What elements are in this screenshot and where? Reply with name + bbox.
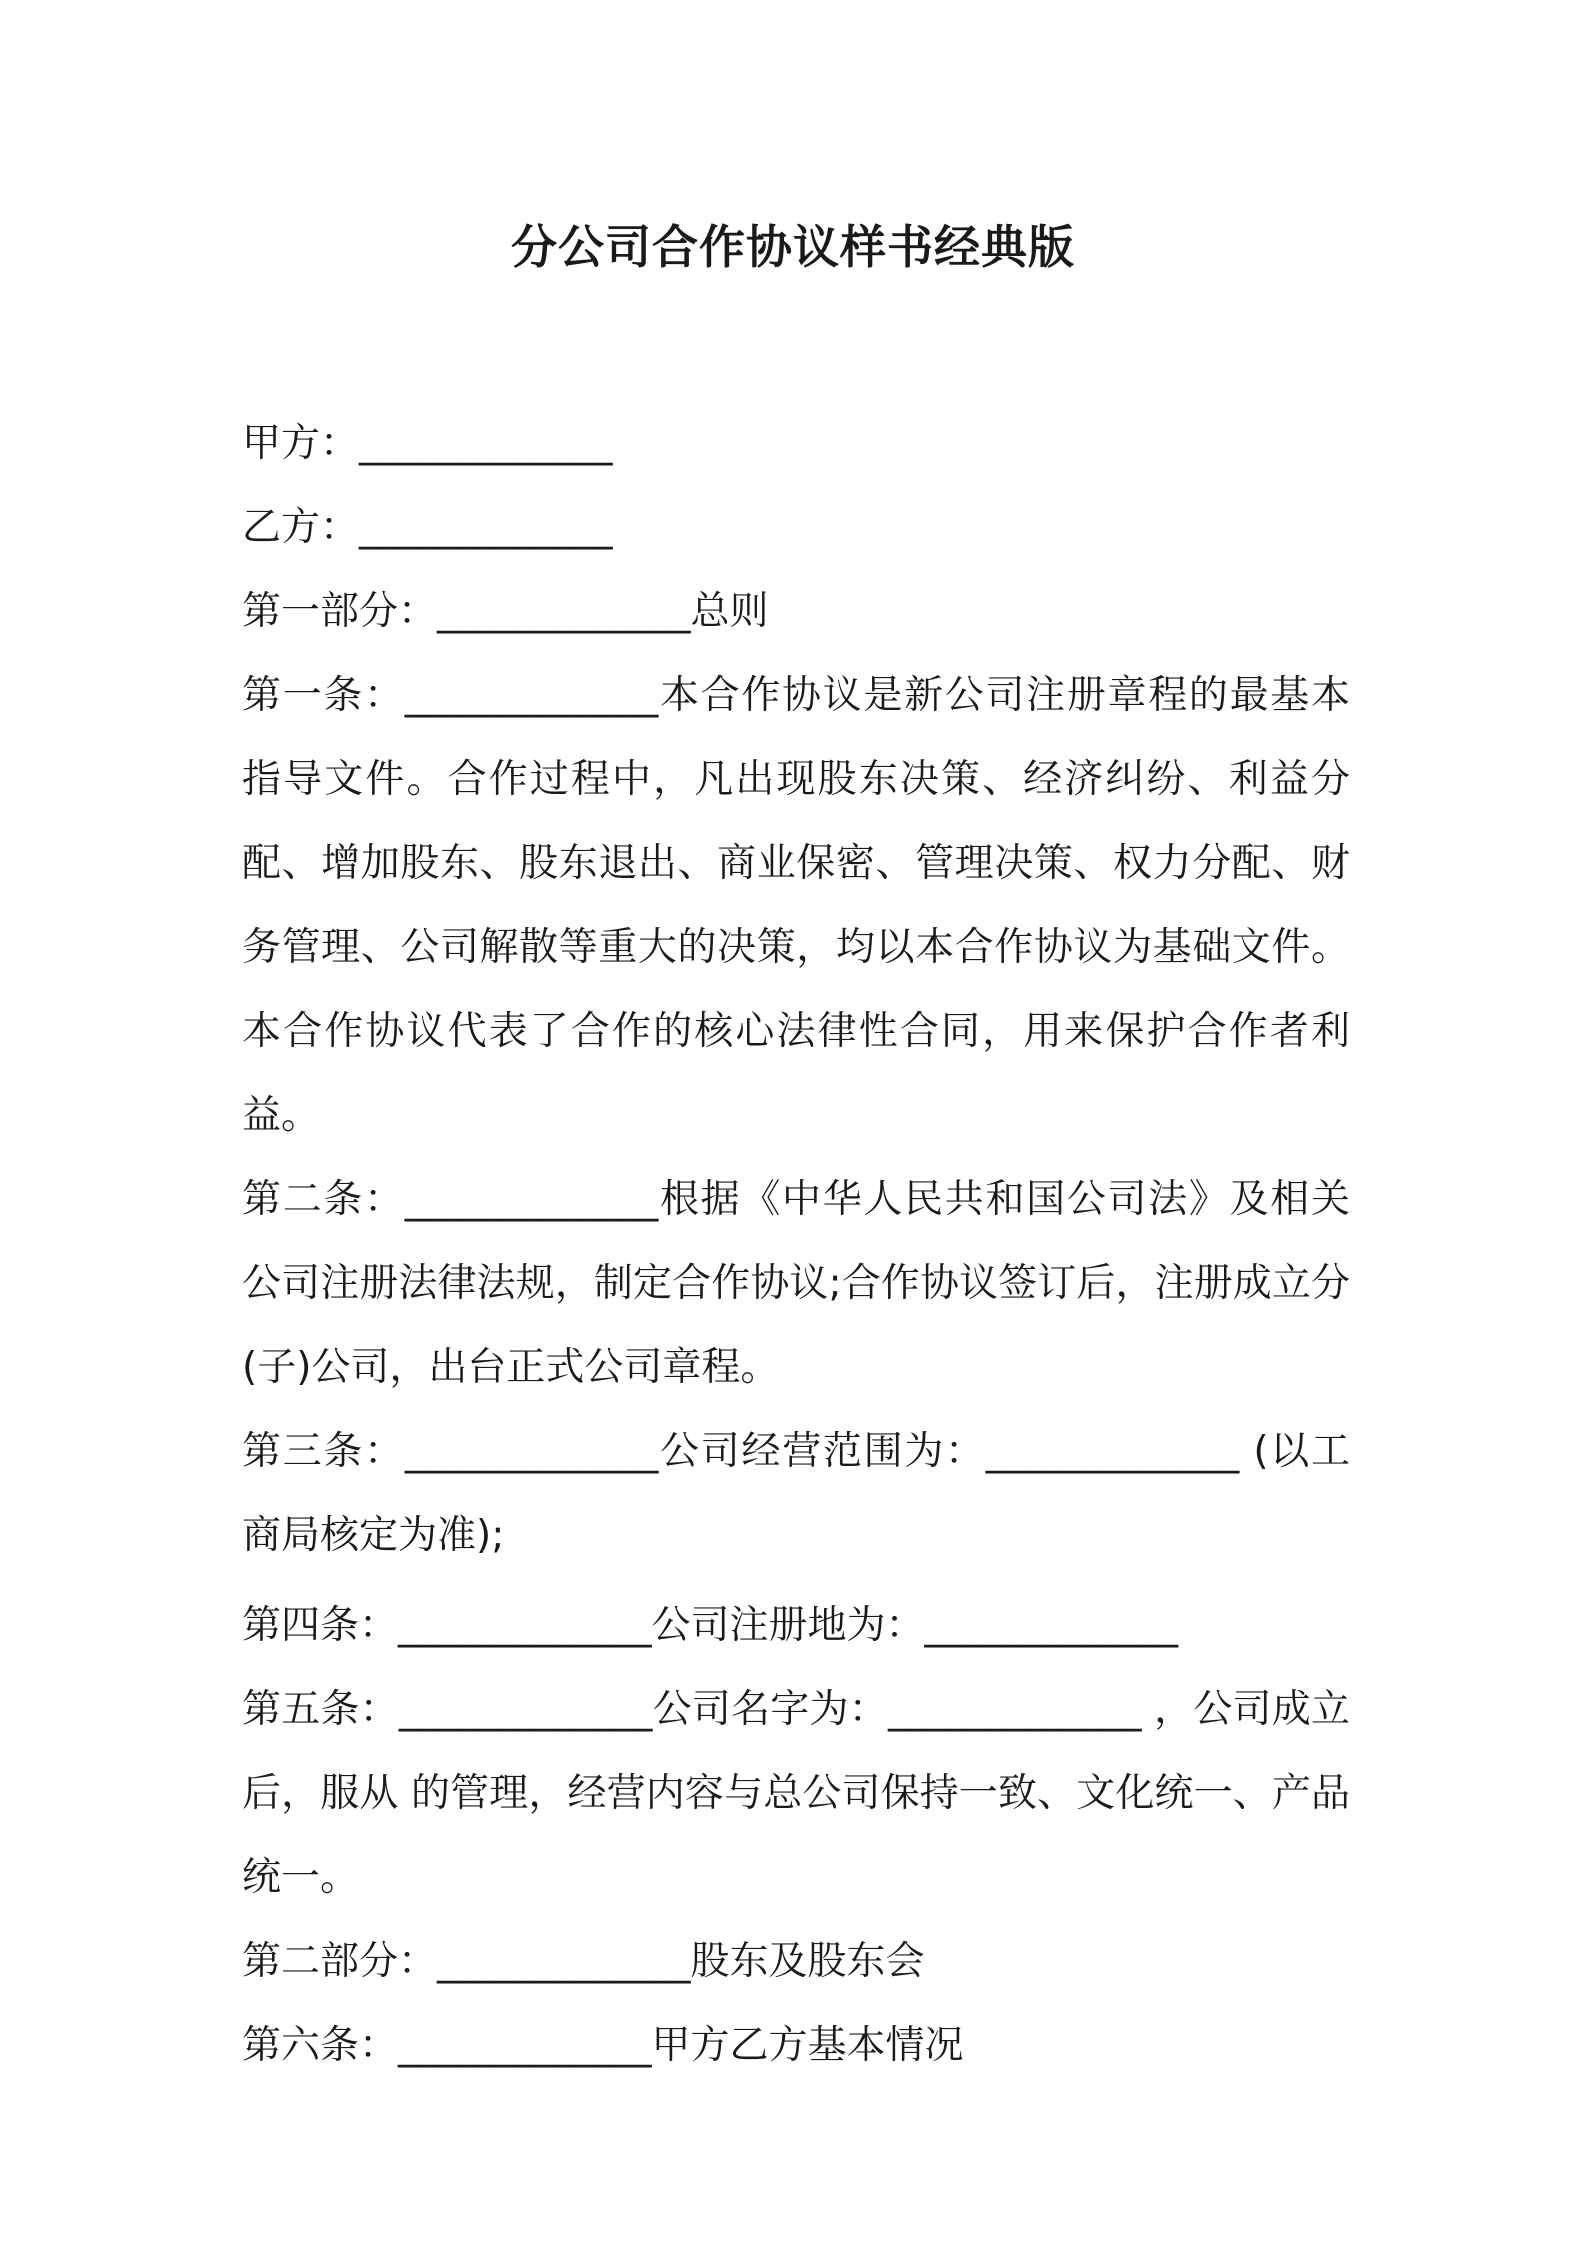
article-1: 第一条：_____________本合作协议是新公司注册章程的最基本指导文件。合作过程中，凡出现股东决策、经济纠纷、利益分配、增加股东、股东退出、商业保密、管理决策、权力分配、财务管理、公司解散等重大的决策，均以本合作协议为基础文件。本合作协议代表了合作的核心法律性合同，用来保护合作者利益。 — [242, 673, 1350, 1138]
part-one-heading: 第一部分：_____________总则 — [242, 589, 769, 634]
article-4: 第四条：_____________公司注册地为：_____________ — [242, 1603, 1179, 1648]
party-a-line: 甲方：_____________ — [242, 421, 613, 466]
document-body — [242, 402, 1350, 2088]
part-two-heading: 第二部分：_____________股东及股东会 — [242, 1939, 925, 1984]
article-3: 第三条：_____________公司经营范围为：_____________ (以工商局核定为准); — [242, 1429, 1350, 1558]
document-title: 分公司合作协议样书经典版 — [511, 220, 1075, 274]
party-b-line: 乙方：_____________ — [242, 505, 613, 550]
article-2: 第二条：_____________根据《中华人民共和国公司法》及相关公司注册法律法规，制定合作协议;合作协议签订后，注册成立分(子)公司，出台正式公司章程。 — [242, 1177, 1350, 1390]
article-6: 第六条：_____________甲方乙方基本情况 — [242, 2023, 964, 2068]
article-5: 第五条：_____________公司名字为：_____________ ，公司成立后，服从 的管理，经营内容与总公司保持一致、文化统一、产品统一。 — [242, 1687, 1350, 1900]
